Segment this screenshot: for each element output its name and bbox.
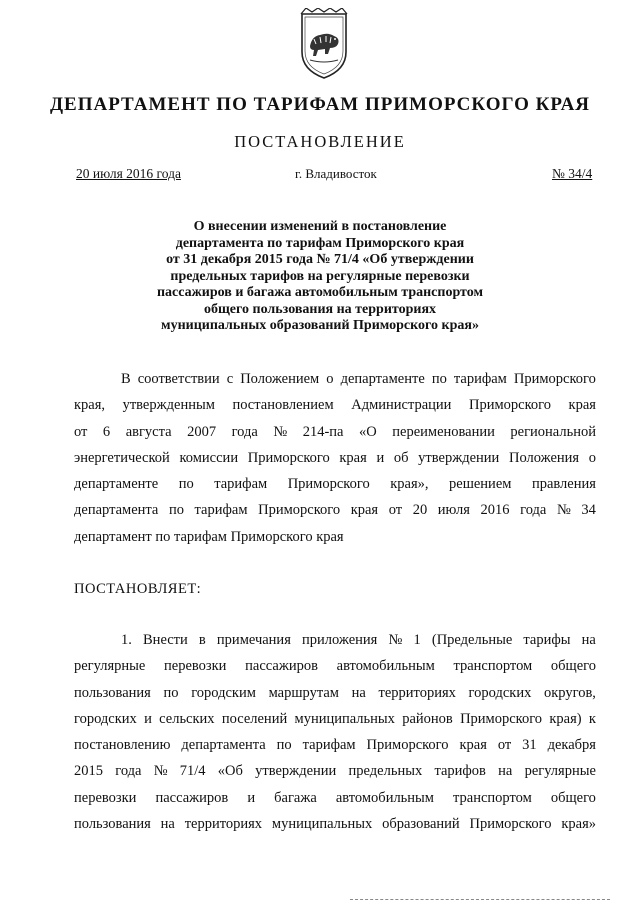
title-line: О внесении изменений в постановление: [193, 219, 447, 234]
title-line: пассажиров и багажа автомобильным транспортом: [156, 285, 484, 300]
document-number: № 34/4: [552, 166, 593, 181]
item-1-line: 2015 года № 71/4 «Об утверждении предельных тарифов на регулярные: [74, 763, 596, 780]
preamble-line: края, утвержденным постановлением Администрации Приморского края: [74, 397, 596, 414]
title-line: общего пользования на территориях: [203, 301, 437, 317]
title-line: департамента по тарифам Приморского края: [175, 235, 465, 251]
item-1-line: городских и сельских поселений муниципальных районов Приморского края) к: [74, 710, 596, 727]
document-date: 20 июля 2016 года: [76, 166, 181, 181]
item-1-line: постановлению департамента по тарифам Приморского края от 31 декабря: [74, 737, 596, 754]
document-city: г. Владивосток: [295, 166, 377, 181]
preamble-line: департамента по тарифам Приморского края от 20 июля 2016 года № 34: [74, 502, 596, 519]
item-1-line: регулярные перевозки пассажиров автомобильным транспортом общего: [74, 658, 596, 675]
item-1-line: пользования на территориях муниципальных образований Приморского края»: [74, 816, 596, 833]
preamble-line: департамент по тарифам Приморского края: [74, 528, 344, 545]
scan-artifact-divider: [350, 899, 610, 904]
item-1-line: 1. Внести в примечания приложения № 1 (Предельные тарифы на: [121, 632, 596, 648]
coat-of-arms-icon: [298, 8, 350, 82]
document-type: ПОСТАНОВЛЕНИЕ: [234, 132, 406, 151]
preamble-line: энергетической комиссии Приморского края и об утверждении Положения о: [74, 449, 596, 466]
document-title: [120, 219, 520, 335]
item-1-line: перевозки пассажиров и багажа автомобильным транспортом общего: [74, 789, 596, 806]
preamble-line: В соответствии с Положением о департаменте по тарифам Приморского: [121, 371, 596, 387]
preamble-line: департаменте по тарифам Приморского края», решением правления: [74, 476, 596, 493]
department-name: ДЕПАРТАМЕНТ ПО ТАРИФАМ ПРИМОРСКОГО КРАЯ: [49, 94, 591, 115]
title-line: предельных тарифов на регулярные перевозки: [170, 268, 470, 284]
item-1-paragraph: [74, 627, 596, 837]
preamble-paragraph: [74, 366, 596, 550]
resolve-heading: ПОСТАНОВЛЯЕТ:: [74, 581, 202, 597]
item-1-line: пользования по городским маршрутам на территориях городских округов,: [74, 684, 596, 701]
preamble-line: от 6 августа 2007 года № 214-па «О переименовании региональной: [74, 423, 596, 440]
title-line: муниципальных образований Приморского края»: [161, 318, 479, 333]
title-line: от 31 декабря 2015 года № 71/4 «Об утверждении: [166, 252, 474, 267]
